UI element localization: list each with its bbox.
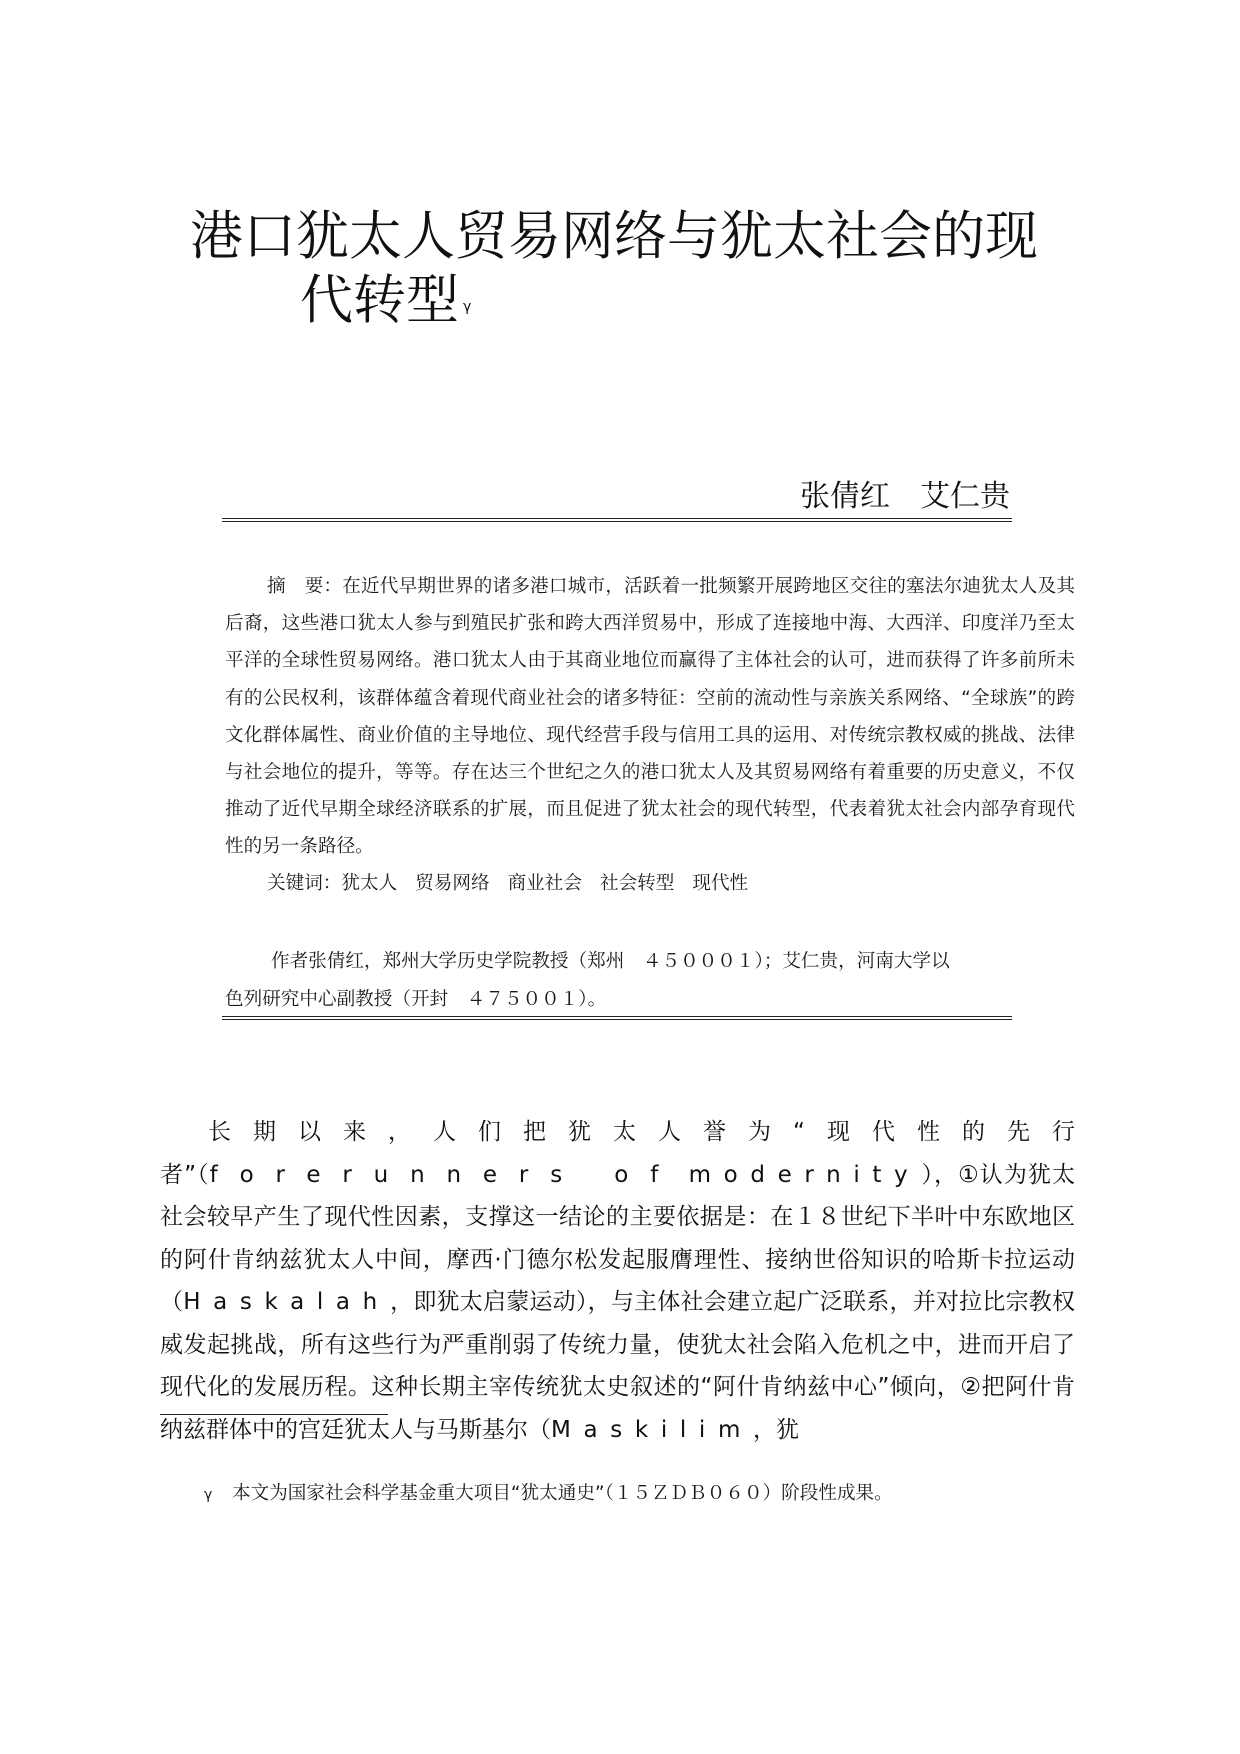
body-latin-term: forerunners of [209,1161,681,1188]
author-affiliation-line-1: 作者张倩红，郑州大学历史学院教授（郑州 ４５０００１）；艾仁贵，河南大学以 [271,951,950,972]
keyword-item: 犹太人 [341,873,398,894]
title-footnote-mark: γ [463,299,472,315]
abstract-divider [222,1016,1012,1020]
title-line-2-text: 代转型 [300,270,459,331]
author-affiliation-line-2: 色列研究中心副教授（开封 ４７５００１）。 [225,989,607,1010]
keyword-item: 现代性 [692,873,749,894]
footnote [204,1480,893,1509]
author-names [800,477,1010,517]
author-2: 艾仁贵 [920,479,1010,514]
keyword-item: 商业社会 [507,873,582,894]
title-line-1: 港口犹太人贸易网络与犹太社会的现 [190,206,1038,267]
title-line-2 [190,269,1090,333]
keyword-item: 社会转型 [599,873,675,894]
author-1: 张倩红 [800,479,890,514]
footnote-text: 本文为国家社会科学基金重大项目“犹太通史”（１５ＺＤＢ０６０）阶段性成果。 [232,1483,893,1504]
header-divider [222,518,1012,522]
keywords [267,869,766,899]
body-text-segment: ，即犹太启蒙运动），与主体社会建立起广泛联系，并对拉比宗教权威发起挑战，所有这些行为严重削弱了传统力量，使犹太社会陷入危机之中，进而开启了现代化的发展历程。这种长期主宰传统犹太史叙述的“阿什肯纳兹中心”倾向，②把阿什肯纳兹群体中的宫廷犹太人与马斯基尔（ [160,1289,1076,1443]
body-latin-term: modernity [688,1161,921,1188]
abstract-text: 在近代早期世界的诸多港口城市，活跃着一批频繁开展跨地区交往的塞法尔迪犹太人及其后裔，这些港口犹太人参与到殖民扩张和跨大西洋贸易中，形成了连接地中海、大西洋、印度洋乃至太平洋的全球性贸易网络。港口犹太人由于其商业地位而赢得了主体社会的认可，进而获得了许多前所未有的公民权利，该群体蕴含着现代商业社会的诸多特征：空前的流动性与亲族关系网络、“全球族”的跨文化群体属性、商业价值的主导地位、现代经营手段与信用工具的运用、对传统宗教权威的挑战、法律与社会地位的提升，等等。存在达三个世纪之久的港口犹太人及其贸易网络有着重要的历史意义，不仅推动了近代早期全球经济联系的扩展，而且促进了犹太社会的现代转型，代表着犹太社会内部孕育现代性的另一条路径。 [225,576,1075,858]
keywords-label: 关键词： [267,873,342,894]
body-latin-term: Haskalah [183,1289,390,1315]
body-text-segment: 长期以来，人们把犹太人誉为“现代性的先行者”（ [160,1119,1075,1188]
body-paragraph [160,1111,1075,1451]
keyword-item: 贸易网络 [415,873,490,894]
body-latin-term: Maskilim [551,1416,754,1443]
body-text-segment: ，犹 [753,1416,800,1443]
author-affiliation [225,943,1025,1019]
abstract-label: 摘 要： [267,576,343,597]
footnote-mark: γ [204,1487,213,1503]
article-title [190,205,1090,333]
abstract [225,568,1075,866]
body-text-segment: ），①认为犹太社会较早产生了现代性因素，支撑这一结论的主要依据是：在１８世纪下半叶中东欧地区的阿什肯纳兹犹太人中间，摩西·门德尔松发起服膺理性、接纳世俗知识的哈斯卡拉运动（ [160,1161,1076,1315]
footnote-divider [160,1414,388,1415]
